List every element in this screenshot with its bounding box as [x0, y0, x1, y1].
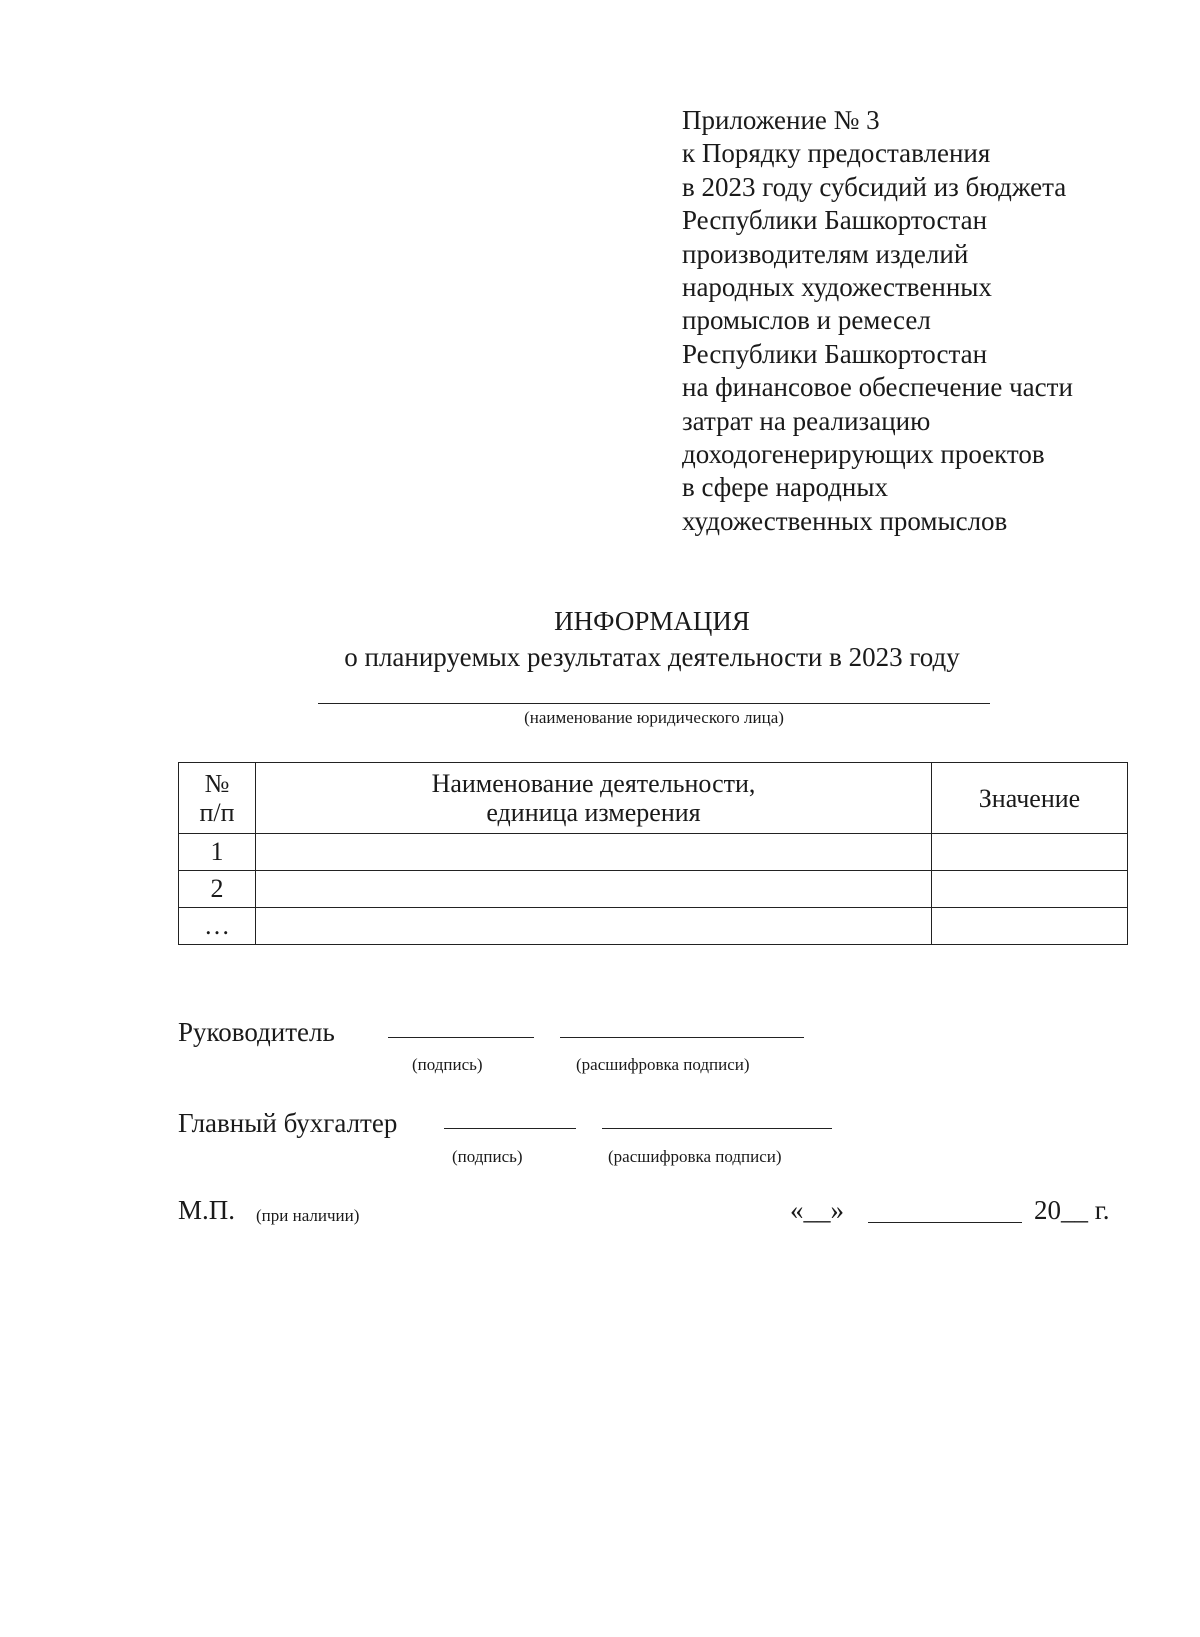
date-year[interactable]: 20__ г. — [1034, 1195, 1110, 1225]
head-label: Руководитель — [178, 1017, 335, 1047]
header-activity-line2: единица измерения — [486, 798, 701, 827]
head-decode-caption: (расшифровка подписи) — [576, 1055, 750, 1074]
head-decode-field[interactable] — [560, 1037, 804, 1038]
seal-caption: (при наличии) — [256, 1206, 360, 1225]
annex-line: в 2023 году субсидий из бюджета — [682, 171, 1067, 202]
annex-line: производителям изделий — [682, 238, 969, 269]
annex-line: Приложение № 3 — [682, 105, 880, 135]
annex-line: затрат на реализацию — [682, 405, 931, 436]
annex-block — [682, 104, 1162, 538]
annex-line: Республики Башкортостан — [682, 205, 988, 236]
row-value-cell[interactable] — [932, 908, 1128, 945]
table-row — [179, 871, 1128, 908]
seal-label: М.П. — [178, 1195, 236, 1225]
annex-line: художественных промыслов — [682, 505, 1008, 536]
head-signature-caption: (подпись) — [412, 1055, 483, 1074]
header-number-line1: № — [204, 769, 230, 798]
row-number: 1 — [179, 834, 256, 871]
header-activity-name — [256, 763, 932, 834]
row-number: … — [179, 908, 256, 945]
row-value-cell[interactable] — [932, 834, 1128, 871]
row-activity-cell[interactable] — [256, 908, 932, 945]
header-value: Значение — [932, 763, 1128, 834]
date-month-field[interactable] — [868, 1222, 1022, 1223]
row-activity-cell[interactable] — [256, 871, 932, 908]
annex-line: доходогенерирующих проектов — [682, 439, 1045, 470]
annex-line: к Порядку предоставления — [682, 138, 991, 169]
document-subtitle: о планируемых результатах деятельности в 2023 году — [344, 642, 960, 672]
header-number-line2: п/п — [199, 798, 235, 827]
table-row — [179, 834, 1128, 871]
annex-line: на финансовое обеспечение части — [682, 372, 1073, 403]
head-signature-field[interactable] — [388, 1037, 534, 1038]
accountant-signature-caption: (подпись) — [452, 1147, 523, 1166]
results-table — [178, 762, 1128, 945]
annex-line: в сфере народных — [682, 472, 889, 503]
annex-line: народных художественных — [682, 272, 992, 303]
table-row — [179, 908, 1128, 945]
accountant-decode-field[interactable] — [602, 1128, 832, 1129]
row-activity-cell[interactable] — [256, 834, 932, 871]
annex-line: промыслов и ремесел — [682, 305, 931, 336]
accountant-signature-field[interactable] — [444, 1128, 576, 1129]
date-day[interactable]: «__» — [790, 1195, 844, 1225]
document-title: ИНФОРМАЦИЯ — [554, 606, 750, 636]
table-header-row — [179, 763, 1128, 834]
row-number: 2 — [179, 871, 256, 908]
header-number — [179, 763, 256, 834]
row-value-cell[interactable] — [932, 871, 1128, 908]
entity-name-field[interactable] — [318, 703, 990, 704]
accountant-decode-caption: (расшифровка подписи) — [608, 1147, 782, 1166]
header-activity-line1: Наименование деятельности, — [431, 769, 756, 798]
entity-name-caption: (наименование юридического лица) — [524, 708, 784, 727]
accountant-label: Главный бухгалтер — [178, 1108, 398, 1138]
annex-line: Республики Башкортостан — [682, 338, 988, 369]
